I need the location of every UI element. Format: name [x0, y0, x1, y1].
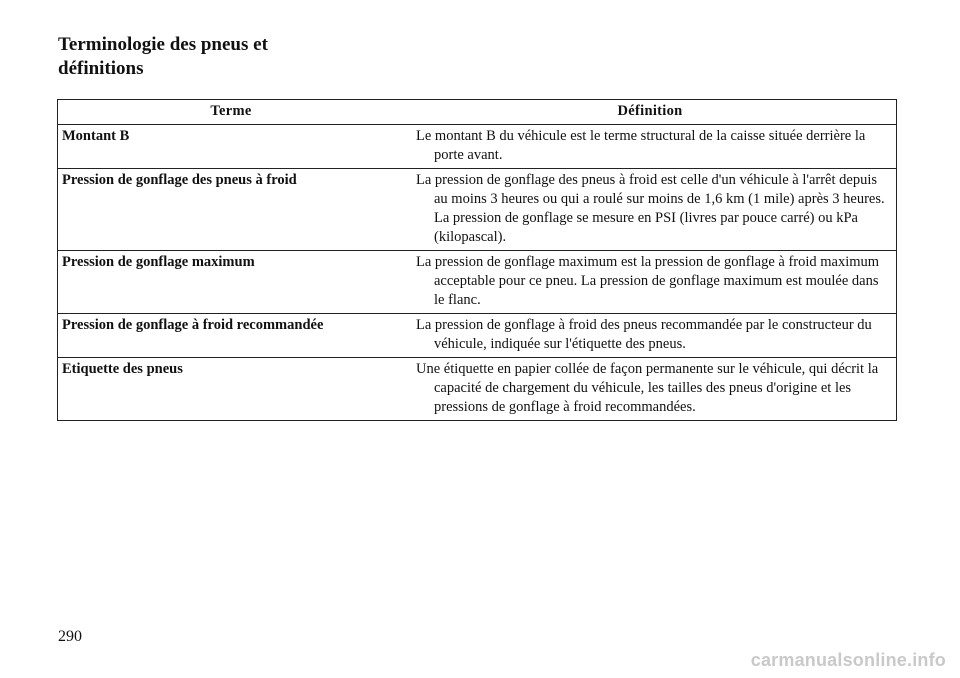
definition-text: La pression de gonflage maximum est la pression de gonflage à froid maximum acceptable pour ce pneu. La pression de gonflage maximum est moulée dans le flanc.: [416, 254, 880, 308]
page-number: 290: [58, 628, 82, 645]
table-row: [58, 169, 897, 251]
watermark-logo: carmanualsonline.info: [750, 650, 946, 670]
table-header-row: [58, 100, 897, 125]
term-cell: Pression de gonflage à froid recommandée: [58, 314, 405, 358]
definition-cell: [404, 251, 897, 314]
term-cell: Pression de gonflage maximum: [58, 251, 405, 314]
definition-text: Le montant B du véhicule est le terme structural de la caisse située derrière la porte avant.: [416, 128, 866, 163]
definition-cell: [404, 125, 897, 169]
term-cell: Pression de gonflage des pneus à froid: [58, 169, 405, 251]
column-header-definition: Définition: [404, 100, 897, 125]
table-row: [58, 125, 897, 169]
definition-text: Une étiquette en papier collée de façon permanente sur le véhicule, qui décrit la capacité de chargement du véhicule, les tailles des pneus d'origine et les pressions de gonflage à froid recommandées.: [416, 361, 879, 415]
terminology-table: [57, 99, 897, 421]
definition-text: La pression de gonflage à froid des pneus recommandée par le constructeur du véhicule, indiquée sur l'étiquette des pneus.: [416, 317, 872, 352]
term-cell: Etiquette des pneus: [58, 358, 405, 421]
table-row: [58, 251, 897, 314]
section-title: Terminologie des pneus et définitions: [58, 34, 268, 79]
definition-text: La pression de gonflage des pneus à froid est celle d'un véhicule à l'arrêt depuis au moins 3 heures ou qui a roulé sur moins de 1,6 km (1 mile) après 3 heures. La pression de gonflage se mesure en PSI (livres par pouce carré) ou kPa (kilopascal).: [416, 172, 885, 245]
definition-cell: [404, 169, 897, 251]
term-cell: Montant B: [58, 125, 405, 169]
table-row: [58, 314, 897, 358]
table-row: [58, 358, 897, 421]
column-header-term: Terme: [58, 100, 405, 125]
definition-cell: [404, 358, 897, 421]
definition-cell: [404, 314, 897, 358]
